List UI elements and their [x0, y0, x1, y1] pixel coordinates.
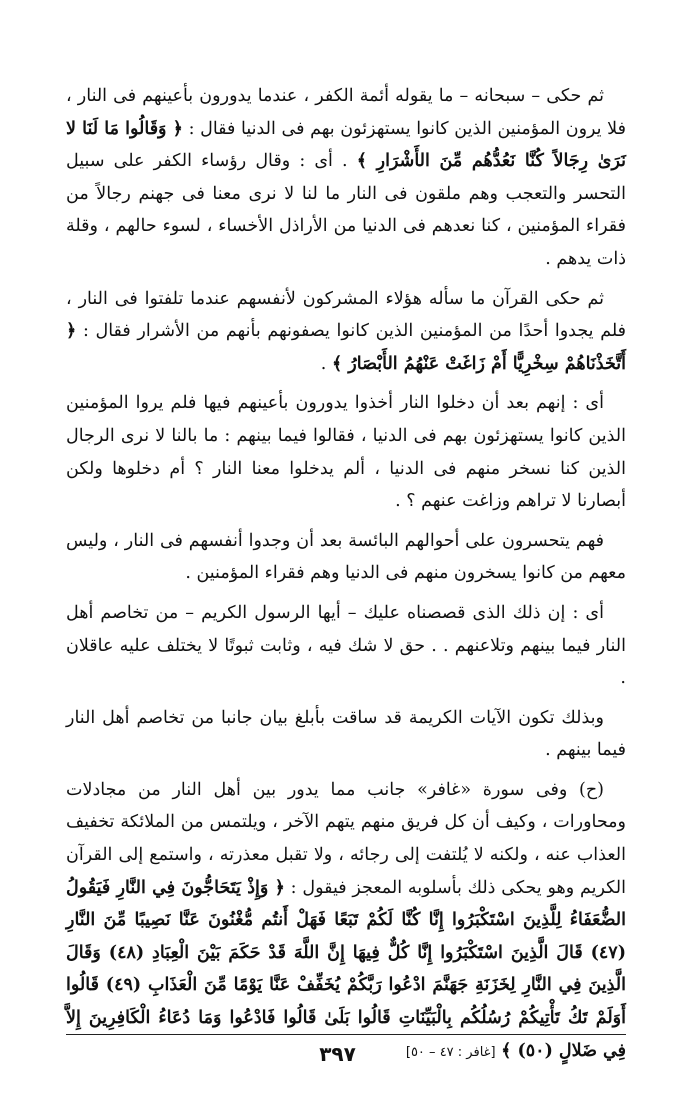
- paragraph-3: [66, 387, 626, 517]
- verse-reference: [غافر : ٤٧ – ٥٠]: [405, 1044, 496, 1060]
- paragraph-6-text: وبذلك تكون الآيات الكريمة قد ساقت بأبلغ بيان جانبا من تخاصم أهل النار فيما بينهم .: [66, 707, 626, 761]
- page-number: ٣٩٧: [319, 1042, 356, 1066]
- quran-verse-1: ﴿ وَقَالُوا مَا لَنَا لا نَرَىٰ رِجَالاً كُنَّا نَعُدُّهُم مِّنَ الأَشْرَارِ ﴾: [66, 118, 626, 172]
- paragraph-2-text: ثم حكى القرآن ما سأله هؤلاء المشركون لأنفسهم عندما تلفتوا فى النار ، فلم يجدوا أحدًا من المؤمنين الذين كانوا يصفونهم بأنهم من الأشرار فقال :: [66, 288, 626, 342]
- paragraph-1-after: . أى : وقال رؤساء الكفر على سبيل التحسر والتعجب وهم ملقون فى النار ما لنا لا نرى معنا فى جهنم رجالاً من فقراء المؤمنين ، كنا نعدهم فى الدنيا من الأراذل الأخساء ، لسوء حالهم ، وقلة ذات يدهم .: [66, 151, 626, 269]
- paragraph-2-after: .: [320, 353, 327, 374]
- paragraph-6: [66, 702, 626, 767]
- quran-verse-3: ﴿ وَإِذْ يَتَحَاجُّونَ فِي النَّارِ فَيَقُولُ الضُّعَفَاءُ لِلَّذِينَ اسْتَكْبَرُوا إِنَّا كُنَّا لَكُمْ تَبَعًا فَهَلْ أَنتُم مُّغْنُونَ عَنَّا نَصِيبًا مِّنَ النَّارِ (٤٧) قَالَ الَّذِينَ اسْتَكْبَرُوا إِنَّا كُلٌّ فِيهَا إِنَّ اللَّهَ قَدْ حَكَمَ بَيْنَ الْعِبَادِ (٤٨) وَقَالَ الَّذِينَ فِي النَّارِ لِخَزَنَةِ جَهَنَّمَ ادْعُوا رَبَّكُمْ يُخَفِّفْ عَنَّا يَوْمًا مِّنَ الْعَذَابِ (٤٩) قَالُوا أَوَلَمْ تَكُ تَأْتِيكُمْ رُسُلُكُم بِالْبَيِّنَاتِ قَالُوا بَلَىٰ قَالُوا فَادْعُوا وَمَا دُعَاءُ الْكَافِرِينَ إِلاَّ فِي ضَلالٍ (٥٠) ﴾: [66, 877, 626, 1061]
- paragraph-1-text: ثم حكى – سبحانه – ما يقوله أئمة الكفر ، عندما يدورون بأعينهم فى النار ، فلا يرون المؤمنين الذين كانوا يستهزئون بهم فى الدنيا فقال :: [66, 86, 626, 139]
- paragraph-5: [66, 597, 626, 695]
- paragraph-7: [66, 774, 626, 1069]
- paragraph-5-text: أى : إن ذلك الذى قصصناه عليك – أيها الرسول الكريم – من تخاصم أهل النار فيما بينهم وتلاعنهم . . حق لا شك فيه ، وثابت ثبوتًا لا يختلف عليه عاقلان .: [66, 602, 626, 689]
- paragraph-7-text: (ح) وفى سورة «غافر» جانب مما يدور بين أهل النار من مجادلات ومحاورات ، وكيف أن كل فريق منهم يتهم الآخر ، ويلتمس من الملائكة تخفيف العذاب عنه ، ولكنه لا يُلتفت إلى رجائه ، ولا تقبل معذرته ، واستمع إلى القرآن الكريم وهو يحكى ذلك بأسلوبه المعجز فيقول :: [66, 779, 626, 898]
- paragraph-4-text: فهم يتحسرون على أحوالهم البائسة بعد أن وجدوا أنفسهم فى النار ، وليس معهم من كانوا يسخرون منهم فى الدنيا وهم فقراء المؤمنين .: [66, 530, 626, 584]
- paragraph-2: [66, 283, 626, 381]
- quran-verse-2: ﴿ أَتَّخَذْنَاهُمْ سِخْرِيًّا أَمْ زَاغَتْ عَنْهُمُ الأَبْصَارُ ﴾: [66, 321, 626, 374]
- paragraph-3-text: أى : إنهم بعد أن دخلوا النار أخذوا يدورون بأعينهم فيها فلم يروا المؤمنين الذين كانوا يستهزئون بهم فى الدنيا ، فقالوا فيما بينهم : ما بالنا لا نرى الرجال الذين كنا نسخر منهم فى الدنيا ، ألم يدخلوا معنا النار ؟ أم دخلوها ولكن أبصارنا لا تراهم وزاغت عنهم ؟ .: [66, 393, 626, 512]
- paragraph-1: [66, 80, 626, 276]
- footer-divider: [66, 1034, 626, 1035]
- paragraph-4: [66, 525, 626, 590]
- body-text: [66, 80, 626, 1076]
